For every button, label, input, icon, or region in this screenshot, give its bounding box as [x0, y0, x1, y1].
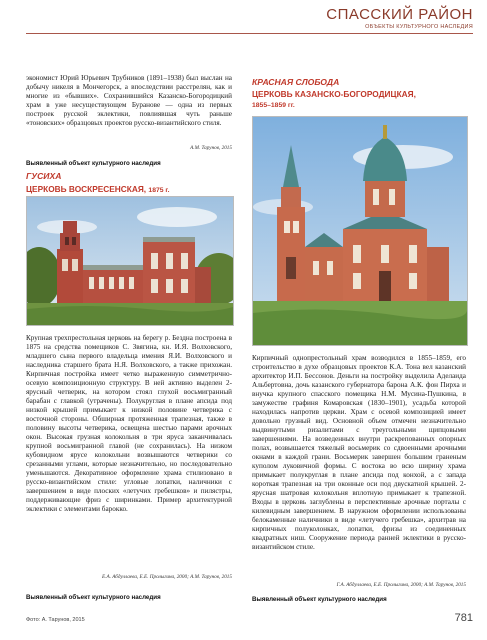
- intro-credit: А.М. Тарунов, 2015: [190, 145, 232, 151]
- church-photo-gusikha: [26, 196, 234, 326]
- church-name: ЦЕРКОВЬ ВОСКРЕСЕНСКАЯ,: [26, 184, 147, 194]
- church-heading: [252, 89, 466, 111]
- village-heading: ГУСИХА: [26, 171, 62, 181]
- church-name: ЦЕРКОВЬ КАЗАНСКО-БОГОРОДИЦКАЯ,: [252, 89, 416, 99]
- church-photo-krasnaya-sloboda: [252, 116, 468, 346]
- header-rule: [26, 33, 473, 34]
- intro-heritage-label: Выявленный объект культурного наследия: [26, 160, 161, 167]
- page-number: 781: [454, 612, 473, 624]
- photo-credit: Фото: А. Тарунов, 2015: [26, 617, 85, 623]
- village-heading: КРАСНАЯ СЛОБОДА: [252, 77, 340, 87]
- description-credit: Е.А. Абдуллаева, Е.Е. Пролыгина, 2000; А.М. Тарунов, 2015: [101, 574, 232, 580]
- church-year: 1855–1859 гг.: [252, 102, 295, 109]
- heritage-label: Выявленный объект культурного наследия: [26, 594, 161, 601]
- section-subtitle: ОБЪЕКТЫ КУЛЬТУРНОГО НАСЛЕДИЯ: [365, 24, 473, 30]
- description-credit: Г.А. Абдуллаева, Е.Е. Пролыгина, 2000; А.М. Тарунов, 2015: [336, 582, 466, 588]
- church-description: Кирпичный однопрестольный храм возводился в 1855–1859, его строительство в духе образцовых проектов К.А. Тона вел казанский архитектор И.П. Бессонов. Деньги на постройку выделила Аделаида Альбертовна, дочь казанского губернатора барона А.К. фон Пирха и внучка крупного спасского помещика Н.М. Мусина-Пушкина, в замужестве графиня Комаровская (1830–1901), усадьба которой находилась напротив церкви. Храм с осевой композицией имеет довольно грузный вид. Основной объем отмечен незначительно выдвинутыми ризалитами с треугольными щипцовыми завершениями. На возведенных внутри раскрепованных опорных полах, возвышается тяжелый восьмерик со сдвоенными арочными окнами в каждой грани. Восьмерик завершен большим граненым куполом луковичной формы. С востока во всю ширину храма примыкает полукруглая в плане апсида под конхой, а с запада короткая трапезная на три оконные оси под двускатной крышей. 2-ярусная шатровая колокольня вплотную примыкает к трапезной. Входы в церковь заглублены в перспективные арочные порталы с килевидным завершением. В наружном оформлении использованы белокаменные наличники в виде «летучего гребешка», архитрав на кирпичных полуколонках, лопатки, фризы из соединенных квадратных ниш. Сооружение периода ранней эклектики в русско-византийском стиле.: [252, 354, 466, 551]
- church-description: Крупная трехпрестольная церковь на берегу р. Бездна построена в 1875 на средства помещиков С. Звягина, кн. И.Я. Волховского, младшего сына первого владельца имения Я.И. Волховского и наследника старшего брата Н.Я. Волховского, а также прихожан. Кирпичная постройка имеет четко выраженную симметрично-осевую композиционную структуру. В ней активно выделен 2-ярусный четверик, на котором стоял глухой восьмигранный барабан с главкой (утрачены). Полукруглая в плане апсида под низкой крышей примыкает к низкой половине четверика с восточной стороны. Обширная протяженная трапезная, также в половину высоты четверика, освещена шестью парами арочных окон. Высокая грузная колокольня в три яруса заканчивалась крупной восьмигранной главой (не сохранилась). На низком кубовидном ярусе колокольни возвышаются четверики со срезанными углами, которые незначительно, но последовательно уменьшаются. Декоративное оформление храма стилизовано в русско-византийском стиле: угловые лопатки, наличники с завершением в виде плоских «летучих гребешков» и пилястры, поддерживающие фриз с ширинками. Пример архитектурной эклектики с элементами барокко.: [26, 334, 232, 513]
- church-year: 1875 г.: [148, 187, 170, 194]
- heritage-label: Выявленный объект культурного наследия: [252, 596, 387, 603]
- section-title: СПАССКИЙ РАЙОН: [326, 6, 473, 23]
- church-heading: [26, 184, 236, 196]
- intro-paragraph: экономист Юрий Юрьевич Трубников (1891–1938) был выслан на добычу никеля в Мончегорск, а впоследствии расстрелян, как и многие из «бывших». Сохранившийся Казанско-Богородицкий храм в уже несуществующем Буранове — одна из первых построек русской эклектики, повлиявшая чуть раньше «тоновских» образцовых проектов русско-византийского стиля.: [26, 74, 232, 127]
